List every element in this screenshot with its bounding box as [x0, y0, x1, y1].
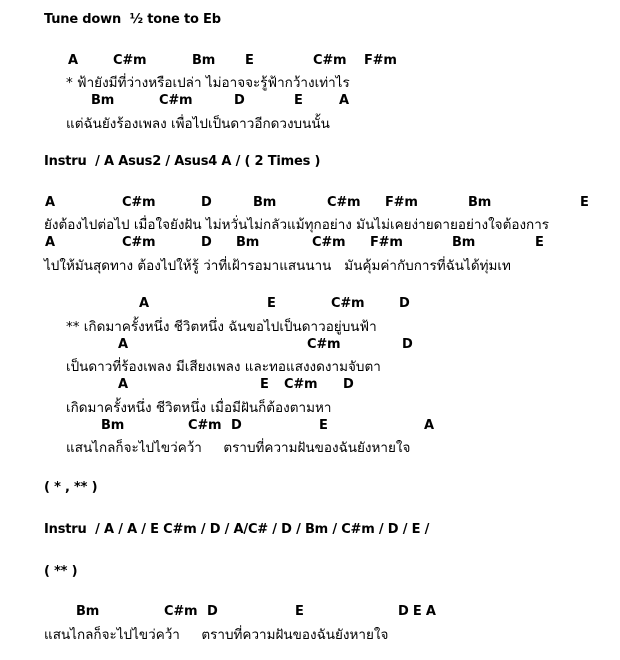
instrumental-line: Instru / A Asus2 / Asus4 A / ( 2 Times ): [44, 154, 321, 169]
chord: D: [201, 235, 212, 250]
chord: E: [319, 418, 328, 433]
chord: D: [402, 337, 413, 352]
chord: D: [343, 377, 354, 392]
chord-line: [0, 337, 620, 353]
chord: C#m: [312, 235, 346, 250]
chord: Bm: [91, 93, 115, 108]
chord: C#m: [327, 195, 361, 210]
chord: A: [118, 377, 128, 392]
chord: E: [295, 604, 304, 619]
chord-line: [0, 377, 620, 393]
chord-line: [0, 604, 620, 620]
chord: A: [424, 418, 434, 433]
chord: F#m: [385, 195, 418, 210]
repeat-marker: ( * , ** ): [44, 480, 98, 495]
chord: F#m: [370, 235, 403, 250]
chord: C#m: [164, 604, 198, 619]
chord: Bm: [468, 195, 492, 210]
chord: C#m: [331, 296, 365, 311]
lyric-line: เป็นดาวที่ร้องเพลง มีเสียงเพลง และทอแสงงดงามจับตา: [66, 359, 381, 375]
lyric-line: ** เกิดมาครั้งหนึ่ง ชีวิตหนึ่ง ฉันขอไปเป็นดาวอยู่บนฟ้า: [66, 319, 377, 335]
chord: D E A: [398, 604, 436, 619]
chord: C#m: [313, 53, 347, 68]
chord: A: [139, 296, 149, 311]
chord: C#m: [159, 93, 193, 108]
chord: A: [118, 337, 128, 352]
tuning-note: Tune down ½ tone to Eb: [44, 12, 221, 27]
lyric-line: * ฟ้ายังมีที่ว่างหรือเปล่า ไม่อาจจะรู้ฟ้ากว้างเท่าไร: [66, 75, 350, 91]
instrumental-line: Instru / A / A / E C#m / D / A/C# / D / Bm / C#m / D / E /: [44, 522, 430, 537]
chord: Bm: [192, 53, 216, 68]
chord: D: [201, 195, 212, 210]
chord-line: [0, 235, 620, 251]
chord: Bm: [76, 604, 100, 619]
repeat-marker: ( ** ): [44, 564, 78, 579]
chord: C#m: [122, 235, 156, 250]
chord-line: [0, 418, 620, 434]
lyric-line: ไปให้มันสุดทาง ต้องไปให้รู้ ว่าที่เฝ้ารอมาแสนนาน มันคุ้มค่ากับการที่ฉันได้ทุ่มเท: [44, 258, 511, 274]
chord: Bm: [452, 235, 476, 250]
lyric-line: เกิดมาครั้งหนึ่ง ชีวิตหนึ่ง เมื่อมีฝันก็ต้องตามหา: [66, 400, 332, 416]
chord: F#m: [364, 53, 397, 68]
chord: E: [260, 377, 269, 392]
chord: C#m: [122, 195, 156, 210]
chord: A: [68, 53, 78, 68]
chord: A: [45, 195, 55, 210]
chord: D: [234, 93, 245, 108]
lyric-line: แสนไกลก็จะไปไขว่คว้า ตราบที่ความฝันของฉันยังหายใจ: [44, 627, 389, 643]
chord-line: [0, 53, 620, 69]
chord-line: [0, 296, 620, 312]
chord: D: [231, 418, 242, 433]
chord: D: [207, 604, 218, 619]
chord: C#m: [307, 337, 341, 352]
chord: E: [535, 235, 544, 250]
lyric-line: ยังต้องไปต่อไป เมื่อใจยังฝัน ไม่หวั่นไม่กลัวแม้ทุกอย่าง มันไม่เคยง่ายดายอย่างใจต้องการ: [44, 217, 550, 233]
chord: E: [245, 53, 254, 68]
lyric-line: แสนไกลก็จะไปไขว่คว้า ตราบที่ความฝันของฉันยังหายใจ: [66, 440, 411, 456]
chord: C#m: [284, 377, 318, 392]
chord: D: [399, 296, 410, 311]
chord: A: [45, 235, 55, 250]
chord: E: [294, 93, 303, 108]
chord: Bm: [101, 418, 125, 433]
chord: E: [580, 195, 589, 210]
chord: C#m: [113, 53, 147, 68]
chord: Bm: [236, 235, 260, 250]
chord-line: [0, 93, 620, 109]
chord: Bm: [253, 195, 277, 210]
chord-line: [0, 195, 620, 211]
chord: A: [339, 93, 349, 108]
chord: E: [267, 296, 276, 311]
lyric-line: แต่ฉันยังร้องเพลง เพื่อไปเป็นดาวอีกดวงบนนั้น: [66, 116, 330, 132]
chord: C#m: [188, 418, 222, 433]
